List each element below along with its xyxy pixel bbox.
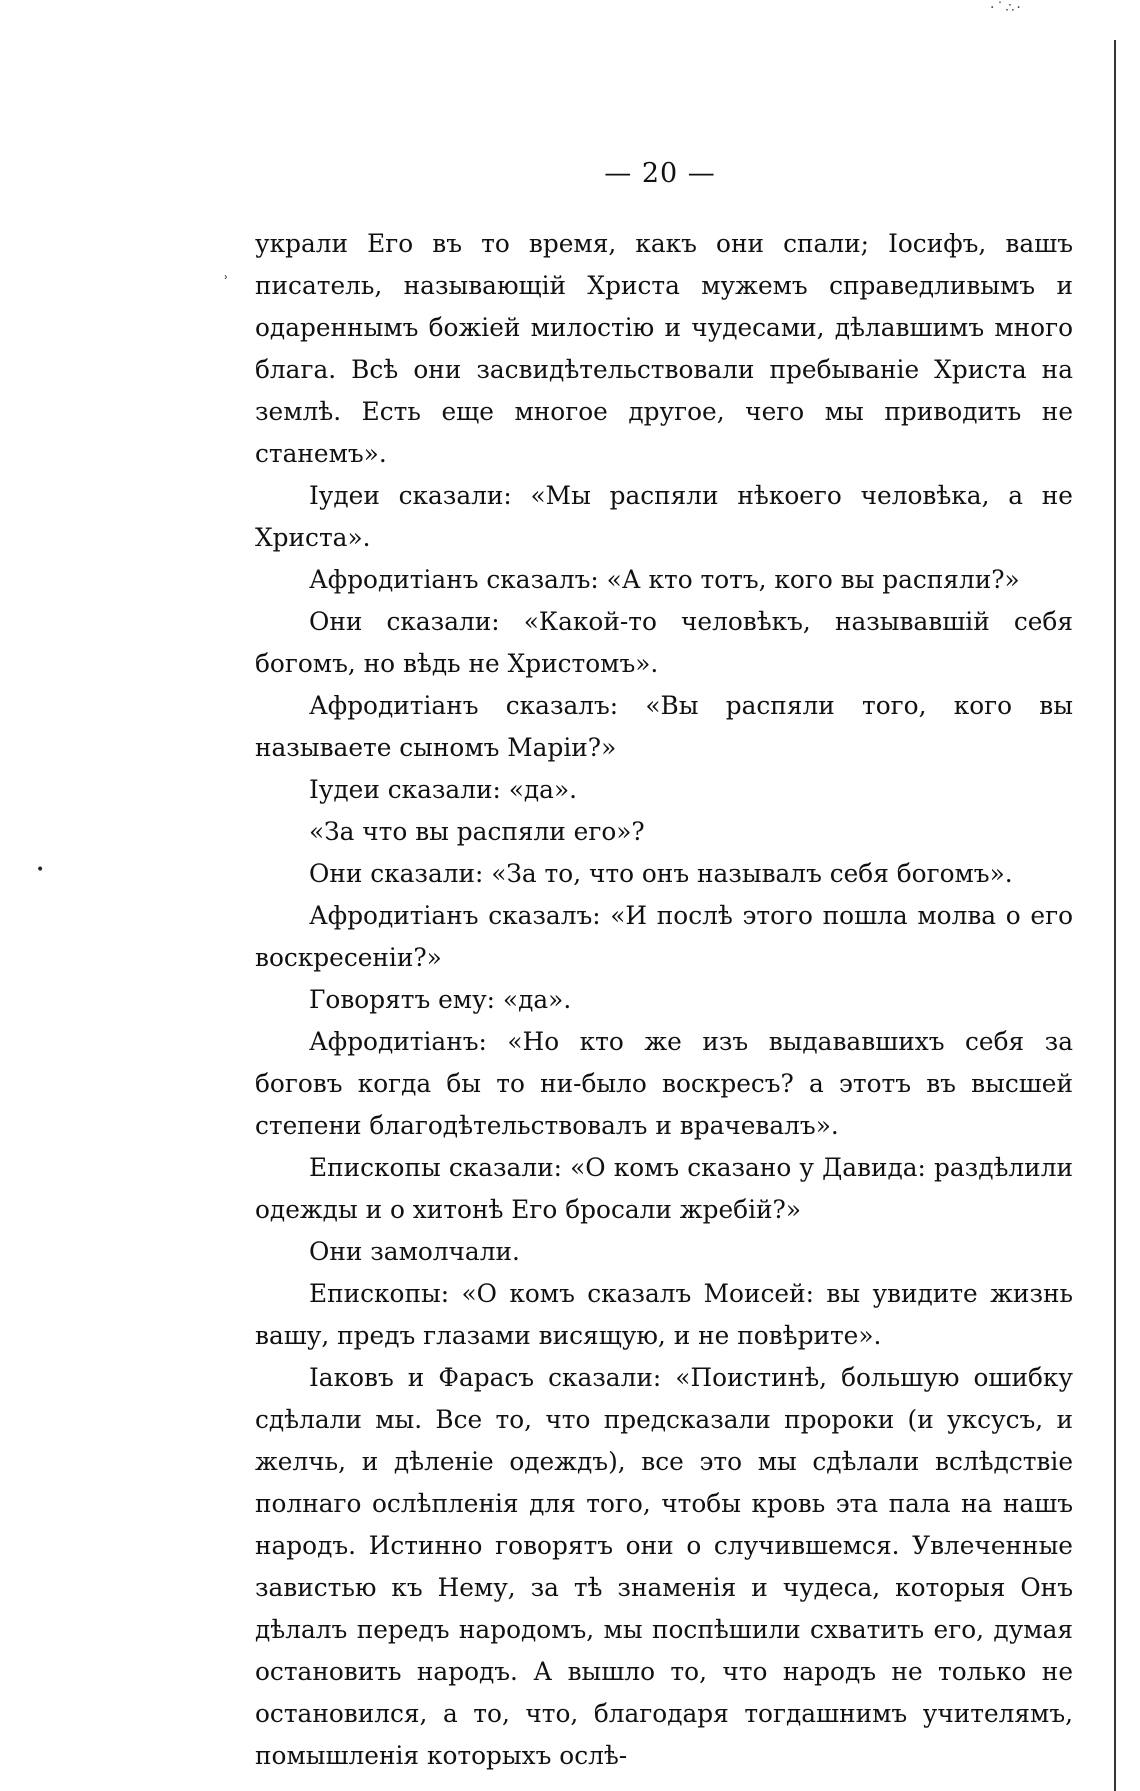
paragraph: украли Его въ то время, какъ они спали; Іосифъ, вашъ писатель, называющій Христа мужемъ справедливымъ и одареннымъ божіей милостію и чудесами, дѣлавшимъ много блага. Всѣ они засвидѣтельствовали пребываніе Христа на землѣ. Есть еще многое другое, чего мы приводить не станемъ». [255,229,1073,468]
paragraph: Епископы сказали: «О комъ сказано у Давида: раздѣлили одежды и о хитонѣ Его бросали жребій?» [255,1153,1073,1224]
page-edge-line [1114,40,1116,1791]
paragraph: Они сказали: «За то, что онъ называлъ себя богомъ». [309,859,1013,888]
paragraph: «За что вы распяли его»? [309,817,645,846]
paragraph: Іудеи сказали: «да». [309,775,578,804]
paragraph: Іудеи сказали: «Мы распяли нѣкоего человѣка, а не Христа». [255,481,1073,552]
paragraph: Епископы: «О комъ сказалъ Моисей: вы увидите жизнь вашу, предъ глазами висящую, и не повѣрите». [255,1279,1073,1350]
paragraph: Афродитіанъ сказалъ: «И послѣ этого пошла молва о его воскресеніи?» [255,901,1073,972]
paragraph: Они сказали: «Какой-то человѣкъ, называвшій себя богомъ, но вѣдь не Христомъ». [255,607,1073,678]
page-number: — 20 — [604,158,716,189]
paragraph: Іаковъ и Фарасъ сказали: «Поистинѣ, большую ошибку сдѣлали мы. Все то, что предсказали пророки (и уксусъ, и желчь, и дѣленіе одеждъ), все это мы сдѣлали вслѣдствіе полнаго ослѣпленія для того, чтобы кровь эта пала на нашъ народъ. Истинно говорятъ они о случившемся. Увлеченные завистью къ Нему, за тѣ знаменія и чудеса, которыя Онъ дѣлалъ передъ народомъ, мы поспѣшили схватить его, думая остановить народъ. А вышло то, что народъ не только не остановился, а то, что, благодаря тогдашнимъ учителямъ, помышленія которыхъ ослѣ- [255,1363,1073,1770]
paragraph: Афродитіанъ: «Но кто же изъ выдававшихъ себя за боговъ когда бы то ни-было воскресъ? а этотъ въ высшей степени благодѣтельствовалъ и врачевалъ». [255,1027,1073,1140]
body-text [255,223,1073,1777]
corner-smudge: ·˙∴· [990,0,1023,16]
margin-speck: ʾ [224,274,229,290]
paragraph: Говорятъ ему: «да». [309,985,572,1014]
paragraph: Они замолчали. [309,1237,520,1266]
margin-speck: • [36,862,45,878]
paragraph: Афродитіанъ сказалъ: «А кто тотъ, кого вы распяли?» [309,565,1020,594]
paragraph: Афродитіанъ сказалъ: «Вы распяли того, кого вы называете сыномъ Маріи?» [255,691,1073,762]
